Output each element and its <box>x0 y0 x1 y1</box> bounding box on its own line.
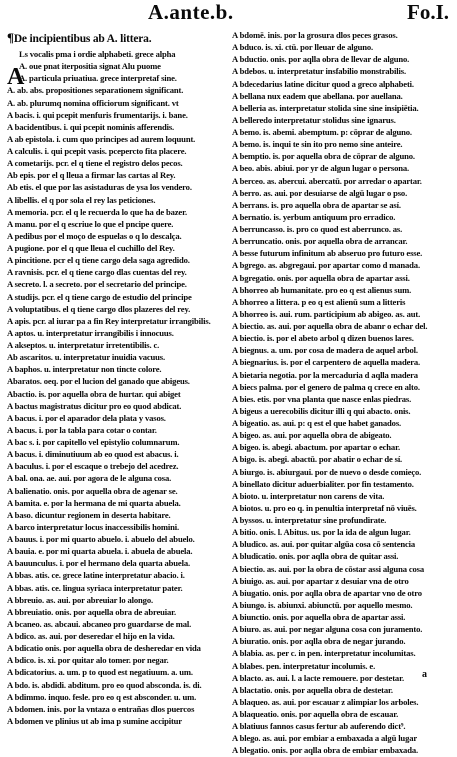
dictionary-entry-line: A blactatio. onis. por aquella obra de destetar. <box>232 684 393 695</box>
dictionary-entry-line: A bietaria negotia. por la mercaduria d aqlla madera <box>232 369 418 380</box>
dictionary-entry-line: A biugatio. onis. por aqlla obra de apartar vno de otro <box>232 587 422 598</box>
section-heading-text: De incipientibus ab A. littera. <box>13 33 152 45</box>
dictionary-entry-line: A studijs. pcr. el q tiene cargo de estudio del principe <box>7 291 192 302</box>
dictionary-entry-line: Abaratos. oeq. por el lucion del ganado que abigeus. <box>7 376 190 387</box>
dictionary-entry-line: A berrans. is. pro aquella obra de apartar se así. <box>232 199 401 210</box>
dictionary-entry-line: A biectio. as. aui. por aquella obra de abanr o echar del. <box>232 321 428 331</box>
dictionary-entry-line: A biurgo. is. abiurgaui. por de nuevo o desde comieço. <box>232 466 422 477</box>
dictionary-entry-line: A aptos. u. interpretatur irrangibilis i innocuus. <box>7 327 174 338</box>
dictionary-entry-line: A bgregatio. onis. por aquella obra de apartar assi. <box>232 272 410 283</box>
dictionary-entry-line: A biecs palma. por el genero de palma q crece en alto. <box>232 381 420 392</box>
dictionary-entry-line: A biectio. as. aui. por la obra de cōstar assi alguna cosa <box>232 563 424 574</box>
dictionary-entry-line: A ab epistola. i. cum quo principes ad aurem loquunt. <box>7 133 196 144</box>
dictionary-entry-line: A. ab. plurumq nomina officiorum significant. vt <box>7 97 179 108</box>
dictionary-entry-line: A bdimmo. inquo. fesle. pro eo q est absconder. u. um. <box>7 691 197 702</box>
dictionary-entry-line: A bauunculus. i. por el hermano dela quarta abuela. <box>7 558 190 569</box>
dictionary-entry-line: A baphos. u. interpretatur non tincte colore. <box>7 364 162 375</box>
left-entries <box>7 48 227 727</box>
dictionary-entry-line: A byssos. u. interpretatur sine profundirate. <box>232 515 387 525</box>
dictionary-entry-line: A bigeo. is. abegi. abactum. por apartar o echar. <box>232 442 400 453</box>
dictionary-entry-line: A libellis. el q por sola el rey las peticiones. <box>7 194 156 205</box>
dictionary-entry-line: Ab epis. por el q lleua a firmar las cartas al Rey. <box>7 170 176 181</box>
dictionary-entry-line: A blaqueatio. onis. por aquella obra de escauar. <box>232 709 399 719</box>
dictionary-entry-line: A. particula priuatiua. grece interpretaf sine. <box>19 73 177 84</box>
dictionary-entry-line: A biotos. u. pro eo q. in penultia interpretaf nō viuēs. <box>232 502 417 513</box>
dictionary-entry-line: A pincitione. pcr el q tiene cargo dela saga agredido. <box>7 255 190 266</box>
dictionary-entry-line: A bies. etis. por vna planta que nasce enlas piedras. <box>232 393 412 404</box>
dictionary-entry-line: A bemo. is. inqui te sin ito pro nemo sine anteire. <box>232 139 403 150</box>
dictionary-entry-line: A bdomē. inis. por la grosura dlos peces grasos. <box>232 30 398 40</box>
dictionary-entry-line: A blaqueo. as. aui. por escauar z alimpiar los arboles. <box>232 696 419 707</box>
dictionary-entry-line: A blego. as. aui. por embiar a embaxada a algū lugar <box>232 733 418 744</box>
dictionary-entry-line: A bbreuio. as. aui. por abreuiar lo alongo. <box>7 594 153 605</box>
dictionary-entry-line: A berruncatio. onis. por aquella obra de arrancar. <box>232 236 408 247</box>
dictionary-entry-line: A bdico. as. aui. por deseredar el hijo en la vida. <box>7 631 175 641</box>
dictionary-entry-line: Ab etis. el que por las asistaduras de ysa los vendero. <box>7 182 192 193</box>
dictionary-entry-line: A apis. pcr. al iurar pa a fin Rey interpretatur irrangibilis. <box>7 315 211 326</box>
dictionary-entry-line: A secreto. l. a secreto. por el secretario del principe. <box>7 279 187 290</box>
dictionary-entry-line: A manu. por el q escriue lo que el pncipe quere. <box>7 218 174 229</box>
right-entries <box>232 29 452 757</box>
dictionary-entry-line: A bdomen ve plinius ut ab ima p sumine accipitur <box>7 715 182 726</box>
dictionary-entry-line: A bacus. i. por la tabla para cotar o contar. <box>7 424 157 435</box>
dictionary-entry-line: A berruncasso. is. pro co quod est aberrunco. as. <box>232 224 403 234</box>
dictionary-entry-line: A besse futurum infinitum ab abseruo pro futuro esse. <box>232 248 423 259</box>
dictionary-entry-line: A bdecedarius latine dicitur quod a greco alphabeti. <box>232 78 414 89</box>
dictionary-entry-line: A bhorreo is. aui. rum. participium ab abigeo. as. aut. <box>232 308 421 319</box>
dictionary-entry-line: A biuro. as. aui. por negar alguna cosa con juramento. <box>232 624 423 635</box>
dictionary-entry-line: A bellana nux eadem que abellana. por auellana. <box>232 90 403 101</box>
dictionary-entry-line: A biectio. is. por el abeto arbol q dizen buenos lares. <box>232 333 414 344</box>
dictionary-entry-line: A ravnisis. pcr. el q tiene cargo dlas cuentas del rey. <box>7 267 187 278</box>
dictionary-entry-line: A bdo. is. abdidi. abditum. pro eo quod absconda. is. di. <box>7 679 202 690</box>
dictionary-entry-line: A bdebos. u. interpretatur insfabilio monstrabilis. <box>232 66 406 77</box>
dictionary-entry-line: A bhorreo ab humanitate. pro eo q est alienus sum. <box>232 284 412 295</box>
dictionary-entry-line: A biungo. is. abiunxi. abiunctū. por aquello mesmo. <box>232 599 413 610</box>
pilcrow-icon: ¶ <box>7 30 14 45</box>
dictionary-entry-line: A bal. ona. ae. aui. por agora de le alguna cosa. <box>7 473 172 484</box>
dictionary-entry-line: A bacidentibus. i. qui pcepit nominis afferendis. <box>7 121 175 132</box>
dictionary-entry-line: Ls vocalis pma i ordie alphabeti. grece alpha <box>19 49 176 59</box>
dictionary-entry-line: A biegnarius. is. por el carpentero de aquella madera. <box>232 357 421 368</box>
running-header: A.ante.b. <box>148 0 234 24</box>
dictionary-entry-line: A bigeatio. as. aui. p: q est el que habet ganados. <box>232 418 402 428</box>
dictionary-entry-line: A biuratio. onis. por aqlla obra de negar jurando. <box>232 636 406 647</box>
dictionary-entry-line: A bacus. i. por el aparador dela plata y vasos. <box>7 412 166 423</box>
dictionary-entry-line: A blegatio. onis. por aqlla obra de embiar embaxada. <box>232 745 418 756</box>
dictionary-entry-line: Abactio. is. por aquella obra de hurtar. qui abiget <box>7 388 181 399</box>
decorated-initial: A <box>7 64 25 90</box>
dictionary-entry-line: A bauus. i. por mi quarto abuelo. i. abuelo del abuelo. <box>7 534 195 544</box>
dictionary-entry-line: A bhorreo a littera. p eo q est alienū sum a litteris <box>232 296 406 307</box>
dictionary-entry-line: A bdomen. inis. por la vntaza o entrañas dlos puercos <box>7 703 195 714</box>
dictionary-entry-line: A bludicatio. onis. por aqlla obra de quitar assi. <box>232 551 399 562</box>
dictionary-entry-line: A bdicatorius. a. um. p to quod est negatiuum. a. um. <box>7 667 193 678</box>
dictionary-entry-line: A bernatio. is. yerbum antiquum pro erradico. <box>232 211 396 222</box>
dictionary-entry-line: A bactus magistratus dicitur pro eo quod abdicat. <box>7 400 182 411</box>
dictionary-entry-line: A pugione. por el q que lleua el cuchillo del Rey. <box>7 243 175 253</box>
dictionary-entry-line: A memoria. pcr. el q le recuerda lo que ha de bazer. <box>7 206 187 217</box>
dictionary-entry-line: A bamita. e. por la hermana de mi quarta abuela. <box>7 497 181 508</box>
right-column <box>232 29 452 757</box>
dictionary-entry-line: A barco interpretatur locus inaccessibilis homini. <box>7 521 180 532</box>
dictionary-entry-line: A balienatio. onis. por aquella obra de agenar se. <box>7 485 178 496</box>
dictionary-entry-line: A bbas. atis. ce. grece latine interpretatur abacio. i. <box>7 570 185 581</box>
dictionary-entry-line: A bbreuiatio. onis. por aquella obra de abreuiar. <box>7 606 177 617</box>
dictionary-entry-line: A bigeus a uerecobilis dicitur illi q qui abacto. onis. <box>232 405 411 416</box>
dictionary-entry-line: A bemo. is. abemi. abemptum. p: cōprar de alguno. <box>232 127 412 137</box>
dictionary-entry-line: A. ab. abs. propositiones separationem significant. <box>7 85 184 96</box>
dictionary-entry-line: A berceo. as. abercui. abercatū. por arredar o apartar. <box>232 175 422 186</box>
dictionary-entry-line: A bductio. onis. por aqlla obra de llevar de alguno. <box>232 54 410 65</box>
dictionary-entry-line: A bauia. e. por mi quarta abuela. i. abuela de abuela. <box>7 546 193 557</box>
dictionary-entry-line: A binellato dicitur aduerbialiter. por fin testamento. <box>232 478 414 489</box>
dictionary-entry-line: A baculus. i. por el escaque o trebejo del acedrez. <box>7 461 179 472</box>
dictionary-entry-line: A bacus. i. diminutiuum ab eo quod est abacus. i. <box>7 449 179 460</box>
dictionary-entry-line: A biunctio. onis. por aquella obra de apartar assi. <box>232 612 406 622</box>
dictionary-entry-line: A bgrego. as. abgregaui. por apartar como d manada. <box>232 260 420 271</box>
dictionary-entry-line: A belleredo interpretatur stolidus sine ignarus. <box>232 114 396 125</box>
dictionary-entry-line: A bac s. i. por capitello vel epistylio columnarum. <box>7 437 180 447</box>
dictionary-entry-line: Ab ascaritos. u. interpretatur inuidia vacuus. <box>7 352 165 363</box>
dictionary-entry-line: A bemptio. is. por aquella obra de cōprar de alguno. <box>232 151 415 162</box>
dictionary-entry-line: A. oue pnat iterpositia signat Alu puome <box>19 61 161 72</box>
dictionary-entry-line: A bitio. onis. l. Abitus. us. por la ida de algun lugar. <box>232 527 411 538</box>
dictionary-entry-line: A blabia. as. per c. in pen. interpretatur incolumitas. <box>232 648 416 659</box>
dictionary-entry-line: A voluptatibus. el q tiene cargo dlos plazeres del rey. <box>7 303 191 314</box>
dictionary-entry-line: A bludico. as. aui. por quitar algūa cosa cō sentencia <box>232 539 416 550</box>
dictionary-entry-line: A blacto. as. aui. l. a lacte remouere. por destetar. <box>232 672 404 683</box>
dictionary-entry-line: A pedibus por el moço de espuelas o q lo descalça. <box>7 230 182 241</box>
dictionary-entry-line: A bcaneo. as. abcaui. abcaneo pro guardarse de mal. <box>7 618 192 629</box>
dictionary-entry-line: A blatiuus fannos casus fertur ab auferendo dict⁹. <box>232 721 406 732</box>
dictionary-entry-line: A akseptos. u. interpretatur irretentibilis. c. <box>7 340 160 350</box>
dictionary-entry-line: A belleria as. interpretatur stolida sine sine insipiētia. <box>232 102 419 113</box>
dictionary-entry-line: A bacis. i. qui pcepit menfuris frumentarijs. i. bane. <box>7 109 188 120</box>
dictionary-entry-line: A baso. dicuntur regionem in deserta habitare. <box>7 509 171 520</box>
dictionary-entry-line: A bdicatio onis. por aquella obra de desheredar en vida <box>7 643 201 654</box>
dictionary-entry-line: A berro. as. aui. por desuiarse de algū lugar o pso. <box>232 187 408 198</box>
dictionary-entry-line: A bduco. is. xi. ctū. por lleuar de alguno. <box>232 42 374 53</box>
section-heading <box>7 29 227 48</box>
dictionary-entry-line: A blabes. pen. interpretatur incolumis. e. <box>232 660 376 671</box>
dictionary-entry-line: A bdico. is. xi. por quitar alo tomer. por negar. <box>7 655 169 666</box>
dictionary-entry-line: A biegnus. a. um. por cosa de madera de aquel arbol. <box>232 345 418 356</box>
dictionary-entry-line: A cometarijs. pcr. el q tiene el registro delos pecos. <box>7 158 183 169</box>
signature-mark: a <box>422 669 427 680</box>
dictionary-entry-line: A biuigo. as. aui. por apartar z desuiar vna de otro <box>232 575 409 586</box>
dictionary-entry-line: A bigo. is. abegi. abactū. por abatir o echar de sí. <box>232 454 403 465</box>
dictionary-entry-line: A beo. abis. abiui. por yr de algun lugar o persona. <box>232 163 410 174</box>
dictionary-entry-line: A bioto. u. interpretatur non carens de vita. <box>232 490 385 501</box>
left-column <box>7 29 227 727</box>
dictionary-entry-line: A bigeo. as. aui. por aquella obra de abigeato. <box>232 430 392 441</box>
dictionary-entry-line: A calculis. i. qui pcepit vasis. pcepercto fita placere. <box>7 146 187 156</box>
dictionary-entry-line: A bbas. atis. ce. lingua syriaca interpretatur pater. <box>7 582 183 593</box>
folio-number: Fo.I. <box>407 0 449 24</box>
